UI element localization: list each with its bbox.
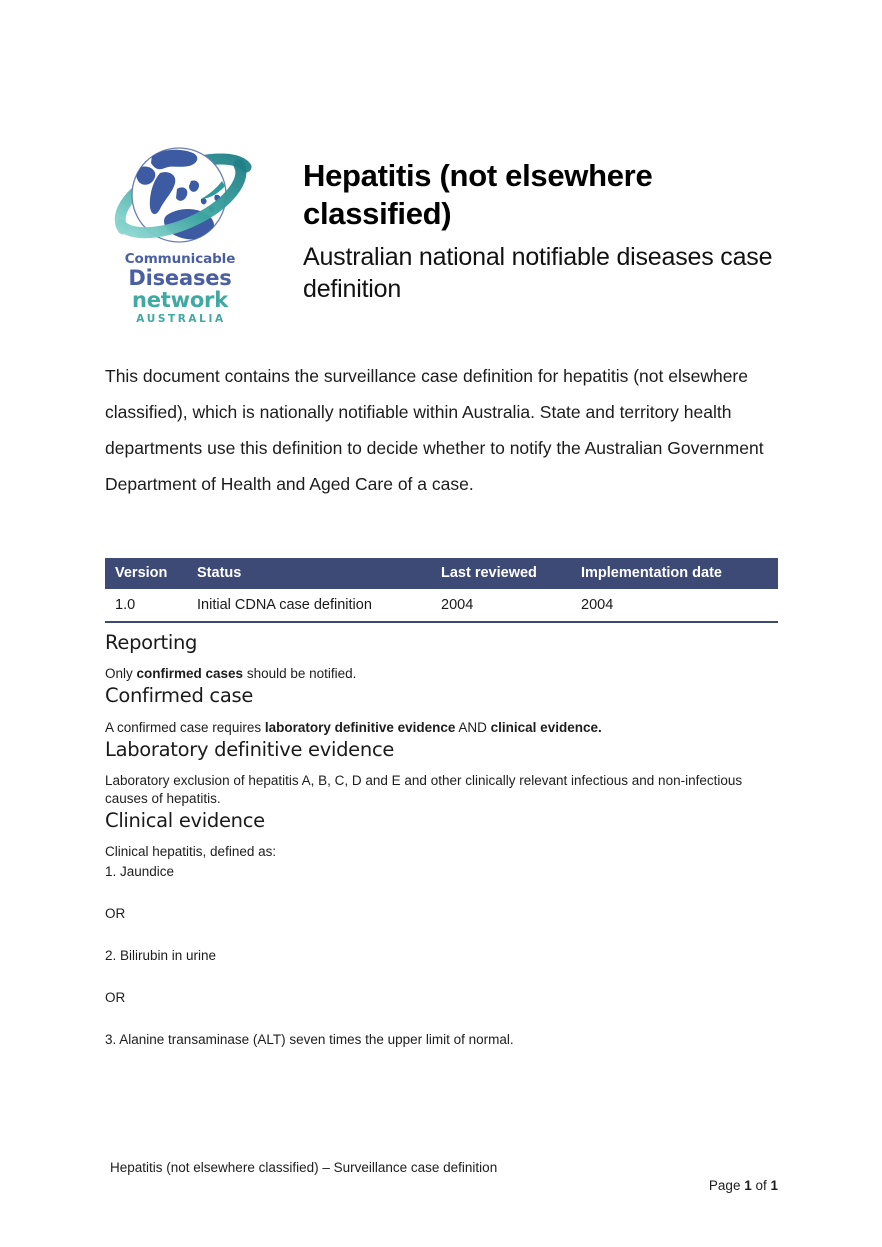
globe-orbit-icon xyxy=(105,137,253,255)
clinical-item-1: 1. Jaundice xyxy=(105,864,175,880)
confirmed-bold-clinical: clinical evidence. xyxy=(490,719,602,735)
logo-line-network: network xyxy=(132,287,228,312)
confirmed-text-before: A confirmed case requires xyxy=(105,719,265,735)
cdna-logo xyxy=(105,135,255,327)
document-header xyxy=(105,135,785,327)
page-title: Hepatitis (not elsewhere classified) xyxy=(303,158,653,231)
reporting-text-bold: confirmed cases xyxy=(136,666,244,682)
heading-clinical-evidence: Clinical evidence xyxy=(105,809,265,833)
heading-reporting: Reporting xyxy=(105,631,198,654)
cell-implementation-date: 2004 xyxy=(581,590,778,623)
paragraph-reporting xyxy=(105,665,781,683)
logo-line-diseases: Diseases xyxy=(128,265,232,290)
footer-page-label: Page xyxy=(708,1178,745,1193)
title-block xyxy=(255,135,785,305)
reporting-text-before: Only xyxy=(105,666,137,682)
clinical-item-3: 3. Alanine transaminase (ALT) seven times the upper limit of normal. xyxy=(105,1032,514,1048)
confirmed-bold-laboratory: laboratory definitive evidence xyxy=(264,719,456,735)
clinical-item-2: 2. Bilirubin in urine xyxy=(105,948,217,964)
version-history-table xyxy=(105,558,778,623)
clinical-or-1: OR xyxy=(105,906,126,922)
paragraph-confirmed-case xyxy=(105,719,781,737)
logo-line-communicable: Communicable xyxy=(124,251,236,267)
logo-line-australia: AUSTRALIA xyxy=(136,312,226,325)
footer-page-total: 1 xyxy=(770,1178,778,1193)
footer-page-of: of xyxy=(751,1178,771,1193)
footer-document-name: Hepatitis (not elsewhere classified) – Surveillance case definition xyxy=(110,1160,498,1175)
column-header-implementation-date: Implementation date xyxy=(581,558,778,590)
cdna-wordmark xyxy=(105,253,255,327)
table-header-row xyxy=(105,558,778,590)
intro-paragraph: This document contains the surveillance case definition for hepatitis (not elsewhere classified), which is nationally notifiable within Australia. State and territory health departments use this definition to decide whether to notify the Australian Government Department of Health and Aged Care of a case. xyxy=(105,366,764,494)
footer-page-current: 1 xyxy=(744,1178,752,1193)
paragraph-clinical-lead: Clinical hepatitis, defined as: xyxy=(105,844,277,860)
page-subtitle: Australian national notifiable diseases case definition xyxy=(303,242,773,303)
column-header-last-reviewed: Last reviewed xyxy=(441,558,581,590)
table-row xyxy=(105,590,778,623)
document-body xyxy=(105,630,781,1049)
paragraph-laboratory-evidence: Laboratory exclusion of hepatitis A, B, C, D and E and other clinically relevant infectious and non-infectious causes of hepatitis. xyxy=(105,773,743,807)
heading-confirmed-case: Confirmed case xyxy=(105,684,254,708)
cell-status: Initial CDNA case definition xyxy=(197,590,441,623)
column-header-status: Status xyxy=(197,558,441,590)
reporting-text-after: should be notified. xyxy=(243,666,357,682)
column-header-version: Version xyxy=(105,558,197,590)
confirmed-text-and: AND xyxy=(455,719,491,735)
footer-page-number xyxy=(709,1178,778,1193)
heading-laboratory-definitive-evidence: Laboratory definitive evidence xyxy=(105,737,395,761)
clinical-or-2: OR xyxy=(105,990,126,1006)
cell-version: 1.0 xyxy=(105,590,197,623)
cell-last-reviewed: 2004 xyxy=(441,590,581,623)
